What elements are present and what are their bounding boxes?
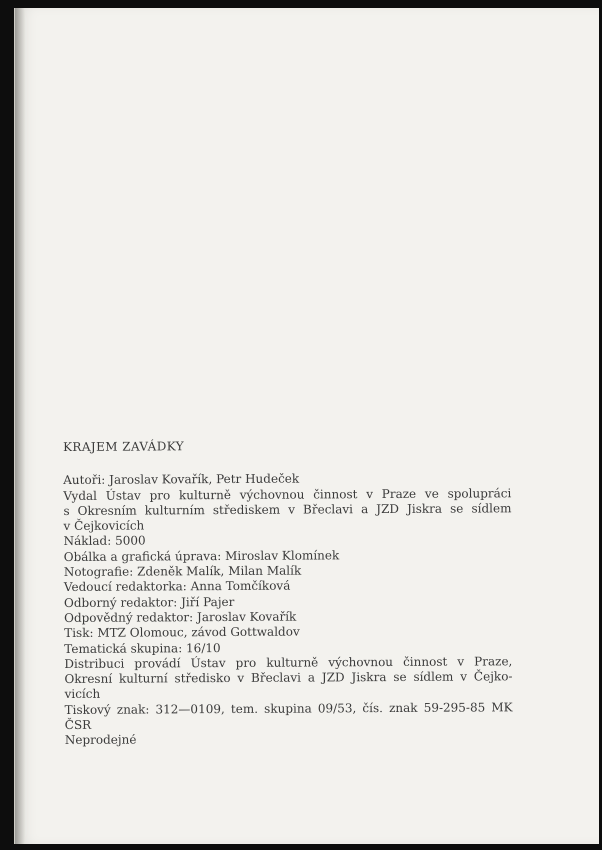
colophon-line-print-code-end: ČSR: [64, 717, 92, 733]
colophon-line-distribution-cont: Okresní kulturní středisko v Břeclavi a JZD Jiskra se sídlem v Čejko-: [64, 669, 513, 687]
colophon: [63, 437, 565, 749]
colophon-line-authors: Autoři: Jaroslav Kovařík, Petr Hudeček: [63, 471, 300, 488]
colophon-line-distribution: Distribuci provádí Ústav pro kulturně výchovnou činnost v Praze,: [64, 654, 513, 671]
colophon-line-not-for-sale: Neprodejné: [64, 732, 137, 748]
colophon-line-print-run: Náklad: 5000: [63, 533, 146, 549]
colophon-line-cover-design: Obálka a grafická úprava: Miroslav Klomínek: [63, 548, 340, 564]
colophon-line-print-code: Tiskový znak: 312—0109, tem. skupina 09/53, čís. znak 59-295-85 MK: [64, 700, 513, 717]
colophon-line-music-notation: Notografie: Zdeněk Malík, Milan Malík: [63, 563, 302, 580]
page-spine-shadow: [15, 8, 25, 844]
book-page: [14, 8, 599, 844]
colophon-line-distribution-end: vicích: [64, 687, 101, 702]
colophon-line-thematic-group: Tematická skupina: 16/10: [64, 640, 221, 656]
colophon-line-expert-editor: Odborný redaktor: Jiří Pajer: [63, 594, 235, 610]
colophon-line-publisher: Vydal Ústav pro kulturně výchovnou činnost v Praze ve spolupráci: [63, 485, 512, 503]
colophon-line-responsible-editor: Odpovědný redaktor: Jaroslav Kovařík: [64, 609, 297, 625]
colophon-line-publisher-cont: s Okresním kulturním střediskem v Břeclavi a JZD Jiskra se sídlem: [63, 501, 512, 518]
colophon-line-printer: Tisk: MTZ Olomouc, závod Gottwaldov: [64, 624, 300, 641]
colophon-line-publisher-end: v Čejkovicích: [63, 518, 145, 534]
colophon-line-chief-editor: Vedoucí redaktorka: Anna Tomčíková: [63, 578, 291, 595]
book-title: KRAJEM ZAVÁDKY: [63, 439, 185, 454]
